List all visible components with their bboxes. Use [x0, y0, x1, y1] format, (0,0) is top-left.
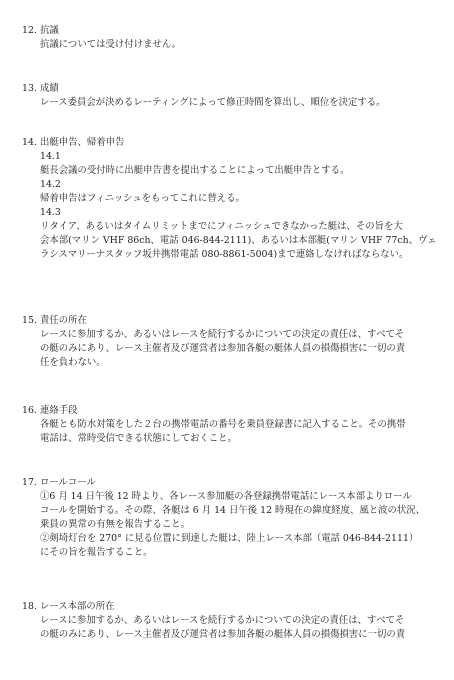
body-line: 抗議については受け付けません。 — [40, 39, 182, 50]
section-16 — [22, 404, 442, 446]
section-18 — [22, 600, 442, 642]
body-line: レース委員会が決めるレーティングによって修正時間を算出し、順位を決定する。 — [40, 97, 386, 108]
section-15 — [22, 314, 442, 370]
subsection-number: 14.3 — [40, 207, 61, 218]
section-title: 成績 — [40, 83, 59, 94]
section-body — [22, 614, 442, 642]
section-number: 15. — [22, 315, 37, 326]
section-13 — [22, 82, 442, 110]
section-body — [22, 418, 442, 446]
section-heading — [22, 600, 442, 614]
body-line: ラシスマリーナスタッフ坂井携帯電話 080-8861-5004)まで連絡しなければならない。 — [40, 249, 409, 260]
body-line: コールを開始する。その際、各艇は 6 月 14 日午後 12 時現在の緯度経度、風と波の状況、 — [40, 505, 426, 516]
section-title: レース本部の所在 — [40, 601, 115, 612]
subsection-number: 14.1 — [40, 151, 61, 162]
section-number: 16. — [22, 405, 37, 416]
section-title: 責任の所在 — [40, 315, 87, 326]
body-line: 艇長会議の受付時に出艇申告書を提出することによって出艇申告とする。 — [40, 165, 350, 176]
section-body — [22, 328, 442, 370]
section-heading — [22, 476, 442, 490]
section-number: 14. — [22, 137, 37, 148]
body-line: 帰着申告はフィニッシュをもってこれに替える。 — [40, 193, 245, 204]
body-line: 乗員の異常の有無を報告すること。 — [40, 519, 191, 530]
section-heading — [22, 24, 442, 38]
section-heading — [22, 82, 442, 96]
section-title: 出艇申告、帰着申告 — [40, 137, 125, 148]
body-line: リタイア、あるいはタイムリミットまでにフィニッシュできなかった艇は、その旨を大 — [40, 221, 403, 232]
body-line: 任を負わない。 — [40, 357, 106, 368]
section-body — [22, 150, 442, 262]
body-line: 会本部(マリン VHF 86ch、電話 046-844-2111)、あるいは本部艇(マリン VHF 77ch、ヴェ — [40, 235, 437, 246]
body-line: ①6 月 14 日午後 12 時より、各レース参加艇の各登録携帯電話にレース本部よりロール — [40, 491, 412, 502]
body-line: ②剣埼灯台を 270° に見る位置に到達した艇は、陸上レース本部（電話 046-844-2111） — [40, 533, 419, 544]
subsection-number: 14.2 — [40, 179, 61, 190]
section-number: 17. — [22, 477, 37, 488]
body-line: レースに参加するか、あるいはレースを続行するかについての決定の責任は、すべてそ — [40, 329, 405, 340]
body-line: 電話は、常時受信できる状態にしておくこと。 — [40, 433, 237, 444]
section-12 — [22, 24, 442, 52]
section-number: 18. — [22, 601, 37, 612]
section-17 — [22, 476, 442, 560]
section-body — [22, 96, 442, 110]
body-line: の艇のみにあり、レース主催者及び運営者は参加各艇の艇体人員の損傷損害に一切の責 — [40, 629, 406, 640]
body-line: 各艇とも防水対策をした２台の携帯電話の番号を乗員登録書に記入すること。その携帯 — [40, 419, 406, 430]
section-body — [22, 490, 442, 560]
body-line: にその旨を報告すること。 — [40, 547, 153, 558]
section-heading — [22, 136, 442, 150]
section-body — [22, 38, 442, 52]
section-title: 連絡手段 — [40, 405, 78, 416]
body-line: レースに参加するか、あるいはレースを続行するかについての決定の責任は、すべてそ — [40, 615, 405, 626]
section-heading — [22, 404, 442, 418]
section-14 — [22, 136, 442, 262]
section-title: ロールコール — [40, 477, 96, 488]
section-heading — [22, 314, 442, 328]
section-title: 抗議 — [40, 25, 59, 36]
section-number: 12. — [22, 25, 37, 36]
section-number: 13. — [22, 83, 37, 94]
body-line: の艇のみにあり、レース主催者及び運営者は参加各艇の艇体人員の損傷損害に一切の責 — [40, 343, 406, 354]
